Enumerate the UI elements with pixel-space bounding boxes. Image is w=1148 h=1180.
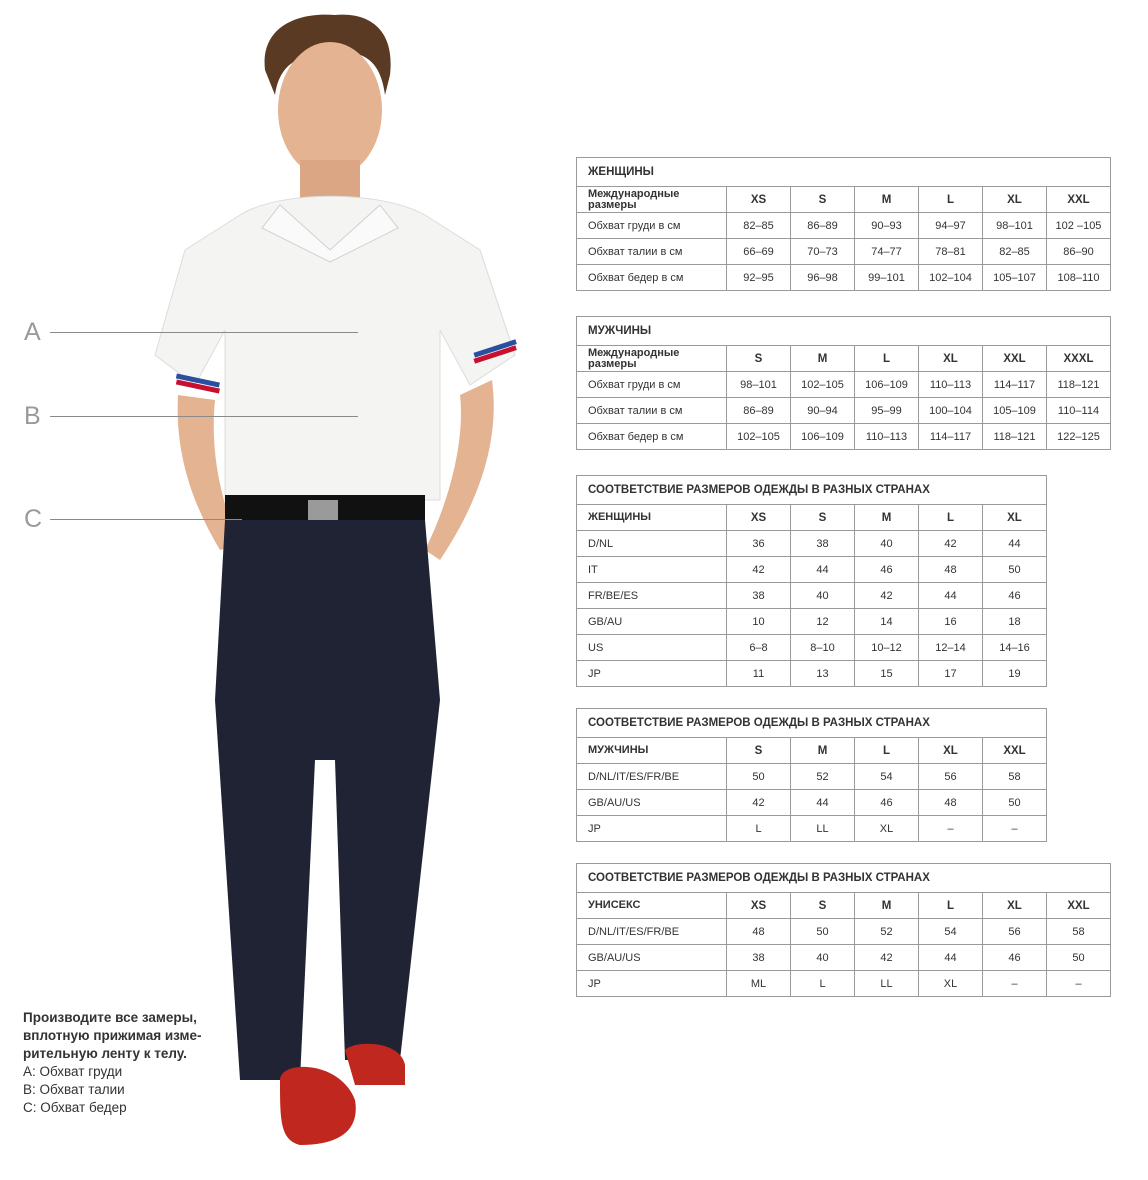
row-label: GB/AU [577,609,727,635]
label-a-line [50,332,358,333]
table-title: СООТВЕТСТВИЕ РАЗМЕРОВ ОДЕЖДЫ В РАЗНЫХ СТРАНАХ [577,709,1047,738]
table-cell: 70–73 [791,239,855,265]
table-cell: 38 [791,531,855,557]
header-size: XL [983,893,1047,919]
table-cell: 58 [1047,919,1111,945]
table-title: ЖЕНЩИНЫ [577,158,1111,187]
table-cell: 44 [919,945,983,971]
header-size: M [791,346,855,372]
table-row [577,661,1047,687]
table-cell: 12–14 [919,635,983,661]
table-cell: 122–125 [1047,424,1111,450]
table-cell: 90–94 [791,398,855,424]
table-cell: 48 [727,919,791,945]
table-row [577,816,1047,842]
label-b-letter: B [24,402,41,430]
table-cell: L [791,971,855,997]
table-cell: 44 [791,790,855,816]
table-cell: 14 [855,609,919,635]
row-label: GB/AU/US [577,790,727,816]
header-size: L [919,505,983,531]
table-row [577,398,1111,424]
table-cell: 10 [727,609,791,635]
header-label: ЖЕНЩИНЫ [577,505,727,531]
table-cell: – [1047,971,1111,997]
table-cell: 105–109 [983,398,1047,424]
table-row [577,919,1111,945]
label-b-line [50,416,358,417]
table-cell: – [983,971,1047,997]
table-cell: 95–99 [855,398,919,424]
table-cell: 44 [983,531,1047,557]
table-row [577,265,1111,291]
header-size: S [727,738,791,764]
table-cell: 110–113 [855,424,919,450]
table-cell: 118–121 [1047,372,1111,398]
table-cell: – [983,816,1047,842]
header-size: XL [919,346,983,372]
table-row [577,583,1047,609]
table-cell: 56 [983,919,1047,945]
table-cell: 19 [983,661,1047,687]
table-cell: 102–105 [727,424,791,450]
row-label: JP [577,661,727,687]
row-label: JP [577,816,727,842]
header-size: M [791,738,855,764]
table-cell: 102–104 [919,265,983,291]
table-cell: 46 [855,790,919,816]
measurement-note [23,1009,263,1117]
table-cell: 98–101 [983,213,1047,239]
table-row [577,239,1111,265]
table-cell: 10–12 [855,635,919,661]
header-size: S [727,346,791,372]
table-cell: 52 [855,919,919,945]
table-cell: 38 [727,583,791,609]
table-cell: 8–10 [791,635,855,661]
table-cell: 54 [919,919,983,945]
header-size: L [855,346,919,372]
row-label: Обхват бедер в см [577,424,727,450]
row-label: D/NL/IT/ES/FR/BE [577,764,727,790]
header-size: XXL [1047,893,1111,919]
header-size: XL [983,187,1047,213]
table-cell: 110–114 [1047,398,1111,424]
table-cell: 90–93 [855,213,919,239]
table-cell: 86–89 [727,398,791,424]
row-label: Обхват талии в см [577,398,727,424]
size-table-2 [576,316,1111,450]
header-size: L [919,187,983,213]
table-cell: 42 [919,531,983,557]
header-label: МУЖЧИНЫ [577,738,727,764]
table-cell: 58 [983,764,1047,790]
table-cell: 46 [855,557,919,583]
table-header-row [577,893,1111,919]
table-cell: 46 [983,945,1047,971]
table-cell: 78–81 [919,239,983,265]
model-photo [140,0,570,1160]
header-size: M [855,505,919,531]
table-row [577,213,1111,239]
table-title: МУЖЧИНЫ [577,317,1111,346]
table-cell: 50 [791,919,855,945]
table-cell: 102 –105 [1047,213,1111,239]
table-cell: 50 [983,557,1047,583]
note-bold-1: Производите все замеры, [23,1010,197,1025]
table-cell: 48 [919,790,983,816]
table-cell: 42 [855,583,919,609]
table-cell: 86–90 [1047,239,1111,265]
table-header-row [577,505,1047,531]
header-size: XL [919,738,983,764]
note-line-c: C: Обхват бедер [23,1100,127,1115]
table-row [577,557,1047,583]
table-cell: 100–104 [919,398,983,424]
header-size: S [791,893,855,919]
header-label: Международные размеры [577,187,727,213]
table-cell: 52 [791,764,855,790]
table-cell: 11 [727,661,791,687]
table-row [577,609,1047,635]
table-cell: 74–77 [855,239,919,265]
table-row [577,372,1111,398]
table-cell: 44 [791,557,855,583]
table-cell: ML [727,971,791,997]
table-cell: 99–101 [855,265,919,291]
header-size: M [855,893,919,919]
row-label: GB/AU/US [577,945,727,971]
table-cell: 48 [919,557,983,583]
table-cell: 50 [1047,945,1111,971]
header-size: M [855,187,919,213]
table-row [577,945,1111,971]
row-label: Обхват груди в см [577,213,727,239]
table-cell: 102–105 [791,372,855,398]
table-cell: 16 [919,609,983,635]
table-row [577,790,1047,816]
table-cell: 56 [919,764,983,790]
row-label: JP [577,971,727,997]
header-size: XXL [983,738,1047,764]
size-table-5 [576,863,1111,997]
table-cell: 42 [727,557,791,583]
size-table-1 [576,157,1111,291]
table-cell: 92–95 [727,265,791,291]
table-cell: 114–117 [983,372,1047,398]
table-cell: 40 [791,583,855,609]
header-size: S [791,187,855,213]
table-cell: 114–117 [919,424,983,450]
header-size: S [791,505,855,531]
table-row [577,424,1111,450]
row-label: US [577,635,727,661]
table-cell: 46 [983,583,1047,609]
header-size: XS [727,505,791,531]
table-cell: 40 [791,945,855,971]
table-cell: 106–109 [855,372,919,398]
table-row [577,531,1047,557]
table-row [577,971,1111,997]
header-size: L [919,893,983,919]
header-size: XL [983,505,1047,531]
table-cell: 54 [855,764,919,790]
table-row [577,764,1047,790]
note-line-a: A: Обхват груди [23,1064,123,1079]
label-a-letter: A [24,318,41,346]
table-cell: 15 [855,661,919,687]
row-label: IT [577,557,727,583]
row-label: Обхват талии в см [577,239,727,265]
table-cell: 38 [727,945,791,971]
header-size: XS [727,893,791,919]
table-cell: 50 [983,790,1047,816]
row-label: D/NL [577,531,727,557]
table-cell: 106–109 [791,424,855,450]
table-title: СООТВЕТСТВИЕ РАЗМЕРОВ ОДЕЖДЫ В РАЗНЫХ СТРАНАХ [577,864,1111,893]
header-size: XXXL [1047,346,1111,372]
header-size: XS [727,187,791,213]
table-cell: 98–101 [727,372,791,398]
header-size: XXL [983,346,1047,372]
table-header-row [577,346,1111,372]
note-line-b: B: Обхват талии [23,1082,125,1097]
header-label: УНИСЕКС [577,893,727,919]
table-cell: 108–110 [1047,265,1111,291]
table-cell: XL [855,816,919,842]
table-cell: 14–16 [983,635,1047,661]
table-cell: – [919,816,983,842]
table-cell: L [727,816,791,842]
table-cell: 96–98 [791,265,855,291]
table-cell: 50 [727,764,791,790]
table-cell: 86–89 [791,213,855,239]
table-cell: 13 [791,661,855,687]
table-row [577,635,1047,661]
header-label: Международные размеры [577,346,727,372]
note-bold-2: вплотную прижимая изме- [23,1028,202,1043]
row-label: Обхват бедер в см [577,265,727,291]
table-cell: 40 [855,531,919,557]
table-cell: 17 [919,661,983,687]
table-header-row [577,738,1047,764]
note-bold-3: рительную ленту к телу. [23,1046,187,1061]
table-cell: 36 [727,531,791,557]
table-cell: 42 [855,945,919,971]
table-cell: LL [855,971,919,997]
size-table-4 [576,708,1047,842]
table-cell: 6–8 [727,635,791,661]
table-cell: 94–97 [919,213,983,239]
table-cell: 118–121 [983,424,1047,450]
table-cell: 82–85 [727,213,791,239]
table-cell: 44 [919,583,983,609]
table-cell: LL [791,816,855,842]
label-c-line [50,519,242,520]
table-cell: 105–107 [983,265,1047,291]
row-label: Обхват груди в см [577,372,727,398]
table-cell: 66–69 [727,239,791,265]
table-cell: 12 [791,609,855,635]
table-cell: 110–113 [919,372,983,398]
table-cell: XL [919,971,983,997]
size-table-3 [576,475,1047,687]
row-label: FR/BE/ES [577,583,727,609]
table-cell: 82–85 [983,239,1047,265]
table-header-row [577,187,1111,213]
header-size: XXL [1047,187,1111,213]
table-cell: 42 [727,790,791,816]
row-label: D/NL/IT/ES/FR/BE [577,919,727,945]
header-size: L [855,738,919,764]
label-c-letter: C [24,505,43,533]
table-cell: 18 [983,609,1047,635]
table-title: СООТВЕТСТВИЕ РАЗМЕРОВ ОДЕЖДЫ В РАЗНЫХ СТРАНАХ [577,476,1047,505]
